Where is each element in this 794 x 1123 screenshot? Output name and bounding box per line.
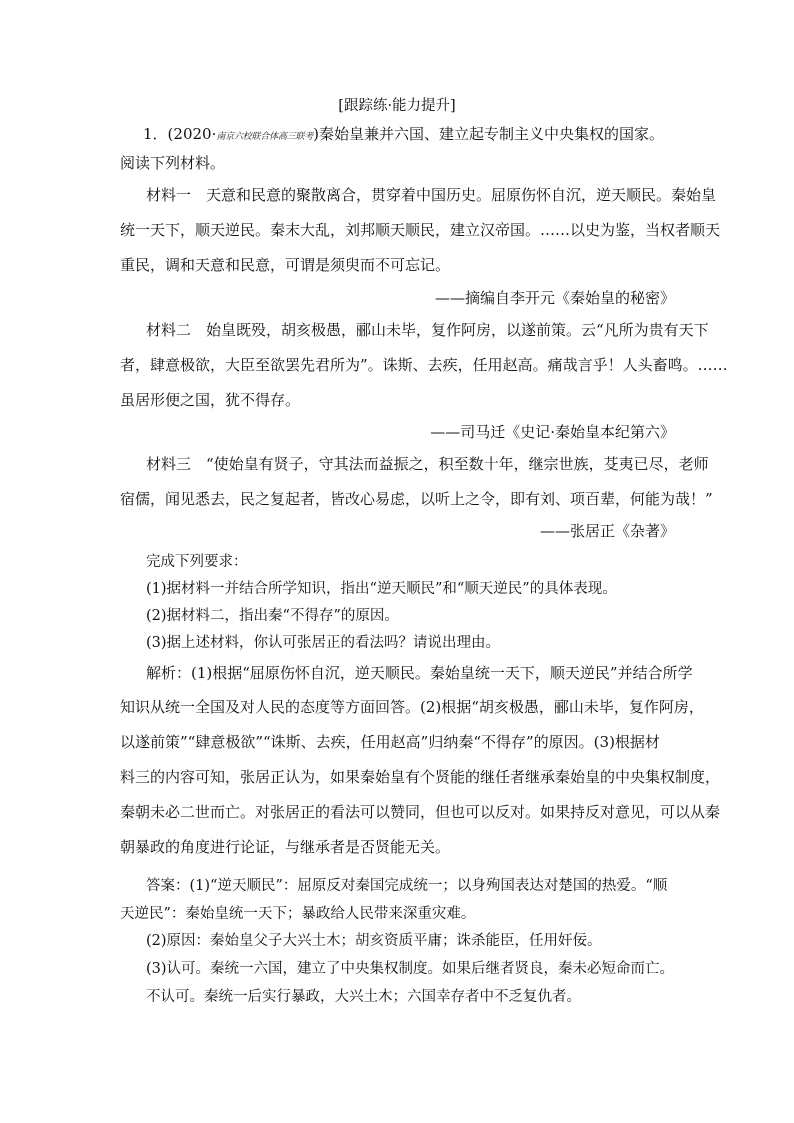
analysis-line: 以遂前策”“肆意极欲”“诛斯、去疾，任用赵高”归纳秦“不得存”的原因。(3)根据材: [120, 733, 660, 751]
question-source: 南京六校联合体高三联考: [216, 132, 314, 142]
analysis-line: 知识从统一全国及对人民的态度等方面回答。(2)根据“胡亥极愚，郦山未毕，复作阿房，: [120, 698, 704, 716]
analysis-line: 朝暴政的角度进行论证，与继承者是否贤能无关。: [120, 838, 451, 856]
material2-line: 虽居形便之国，犹不得存。: [120, 391, 301, 409]
question-stem-text: )秦始皇兼并六国、建立起专制主义中央集权的国家。: [313, 125, 665, 143]
material2-line: 材料二 始皇既殁，胡亥极愚，郦山未毕，复作阿房，以遂前策。云“凡所为贵有天下: [146, 321, 709, 339]
requirement-item: (1)据材料一并结合所学知识，指出“逆天顺民”和“顺天逆民”的具体表现。: [146, 581, 617, 597]
analysis-line: 料三的内容可知，张居正认为，如果秦始皇有个贤能的继任者继承秦始皇的中央集权制度，: [120, 768, 721, 786]
analysis-line: 秦朝未必二世而亡。对张居正的看法可以赞同，但也可以反对。如果持反对意见，可以从秦: [120, 803, 721, 821]
answer-line: 答案：(1)“逆天顺民”：屈原反对秦国完成统一；以身殉国表达对楚国的热爱。“顺: [146, 878, 668, 894]
analysis-line: 解析：(1)根据“屈原伤怀自沉，逆天顺民。秦始皇统一天下，顺天逆民”并结合所学: [146, 664, 693, 682]
requirement-item: (2)据材料二，指出秦“不得存”的原因。: [146, 608, 399, 624]
requirement-item: (3)据上述材料，你认可张居正的看法吗？请说出理由。: [146, 635, 501, 651]
answer-line: (2)原因：秦始皇父子大兴土木；胡亥资质平庸；诛杀能臣，任用奸佞。: [146, 933, 602, 949]
material1-line: 材料一 天意和民意的聚散离合，贯穿着中国历史。屈原伤怀自沉，逆天顺民。秦始皇: [146, 186, 717, 204]
material3-line: 宿儒，闻见悉去，民之复起者，皆改心易虑，以听上之令，即有刘、项百辈，何能为哉！”: [120, 490, 713, 508]
material3-attribution: ——张居正《杂著》: [539, 522, 675, 540]
material1-line: 统一天下，顺天逆民。秦末大乱，刘邦顺天顺民，建立汉帝国。……以史为鉴，当权者顺天: [120, 221, 721, 239]
material3-line: 材料三 “使始皇有贤子，守其法而益振之，积至数十年，继宗世族，芟夷已尽，老师: [146, 455, 709, 473]
question-stem-line2: 阅读下列材料。: [120, 154, 226, 172]
material1-attribution: ——摘编自李开元《秦始皇的秘密》: [434, 289, 675, 307]
material1-line: 重民，调和天意和民意，可谓是须臾而不可忘记。: [120, 256, 451, 274]
requirements-heading: 完成下列要求：: [146, 554, 248, 570]
material2-attribution: ——司马迁《史记·秦始皇本纪第六》: [430, 423, 675, 441]
question-number: 1．(2020·: [143, 125, 217, 143]
answer-line: (3)认可。秦统一六国，建立了中央集权制度。如果后继者贤良，秦未必短命而亡。: [146, 961, 675, 977]
answer-line: 不认可。秦统一后实行暴政，大兴土木；六国幸存者中不乏复仇者。: [146, 989, 581, 1005]
material2-line: 者，肆意极欲，大臣至欲罢先君所为”。诛斯、去疾，任用赵高。痛哉言乎！人头畜鸣。……: [120, 356, 728, 374]
section-title: [跟踪练·能力提升]: [338, 98, 456, 114]
answer-line: 天逆民”：秦始皇统一天下；暴政给人民带来深重灾难。: [120, 906, 476, 922]
question-stem: [143, 123, 664, 144]
